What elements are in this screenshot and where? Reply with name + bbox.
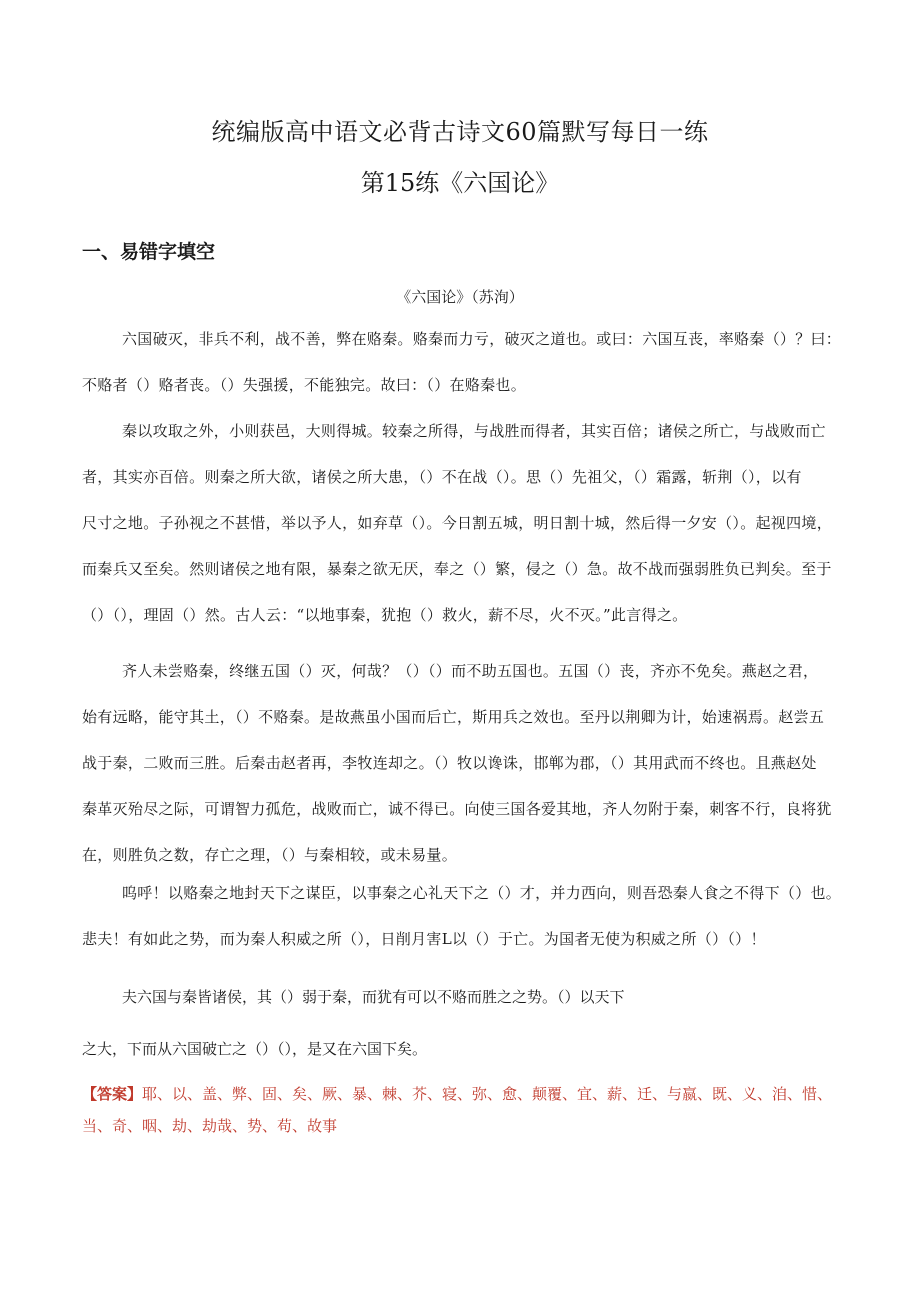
paragraph-4 [82,870,852,962]
paragraph-line: 不赂者（）赂者丧。（）失强援，不能独完。故曰：（）在赂秦也。 [82,376,527,394]
paragraph-5-line-2: 之大，下而从六国破亡之（）（），是又在六国下矣。 [82,1040,428,1058]
document-title: 统编版高中语文必背古诗文60篇默写每日一练 [211,118,709,146]
paragraph-line: 始有远略，能守其土，（）不赂秦。是故燕虽小国而后亡，斯用兵之效也。至丹以荆卿为计，始速祸焉。赵尝五 [82,708,825,726]
paragraph-line: 悲夫！有如此之势，而为秦人积威之所（），日削月害L以（）于亡。为国者无使为积威之所（）（）！ [82,930,766,948]
paragraph-line: （）（），理固（）然。古人云：“以地事秦，犹抱（）救火，薪不尽，火不灭。”此言得之。 [82,606,688,624]
paragraph-5-line-1: 夫六国与秦皆诸侯，其（）弱于秦，而犹有可以不赂而胜之之势。（）以天下 [122,988,625,1006]
paragraph-line: 六国破灭，非兵不利，战不善，弊在赂秦。赂秦而力亏，破灭之道也。或曰：六国互丧，率赂秦（）？曰： [122,330,842,348]
answer-line [82,1078,852,1110]
paragraph-line: 齐人未尝赂秦，终继五国（）灭，何哉？（）（）而不助五国也。五国（）丧，齐亦不免矣。燕赵之君， [122,662,819,680]
paragraph-line: 者，其实亦百倍。则秦之所大欲，诸侯之所大患，（）不在战（）。思（）先祖父，（）霜露，斩荆（），以有 [82,468,802,486]
paragraph-line: 秦以攻取之外，小则获邑，大则得城。较秦之所得，与战胜而得者，其实百倍；诸侯之所亡，与战败而亡 [122,422,826,440]
answer-label: 【答案】 [82,1085,143,1103]
answer-line: 当、奇、咽、劫、劫哉、势、苟、故事 [82,1117,338,1135]
paragraph-3 [82,648,852,878]
paragraph-line: 战于秦，二败而三胜。后秦击赵者再，李牧连却之。（）牧以谗诛，邯郸为郡，（）其用武而不终也。且燕赵处 [82,754,817,772]
section-heading: 一、易错字填空 [82,241,216,263]
paragraph-line: 呜呼！以赂秦之地封天下之谋臣，以事秦之心礼天下之（）才，并力西向，则吾恐秦人食之不得下（）也。 [122,884,842,902]
document-subtitle: 第15练《六国论》 [360,169,560,197]
article-title: 《六国论》（苏洵） [396,288,524,306]
paragraph-line: 秦革灭殆尽之际，可谓智力孤危，战败而亡，诚不得已。向使三国各爱其地，齐人勿附于秦，刺客不行，良将犹 [82,800,832,818]
paragraph-line: 尺寸之地。子孙视之不甚惜，举以予人，如弃草（）。今日割五城，明日割十城，然后得一夕安（）。起视四境， [82,514,833,532]
answer-text: 耶、以、盖、弊、固、矣、厥、暴、棘、芥、寝、弥、愈、颠覆、宜、薪、迁、与嬴、既、义、洎、惜、 [142,1085,833,1103]
answer-block [82,1078,852,1142]
paragraph-line: 而秦兵又至矣。然则诸侯之地有限，暴秦之欲无厌，奉之（）繁，侵之（）急。故不战而强弱胜负已判矣。至于 [82,560,832,578]
paragraph-1 [82,316,852,408]
paragraph-line: 在，则胜负之数，存亡之理，（）与秦相较，或未易量。 [82,846,458,864]
paragraph-2 [82,408,852,638]
